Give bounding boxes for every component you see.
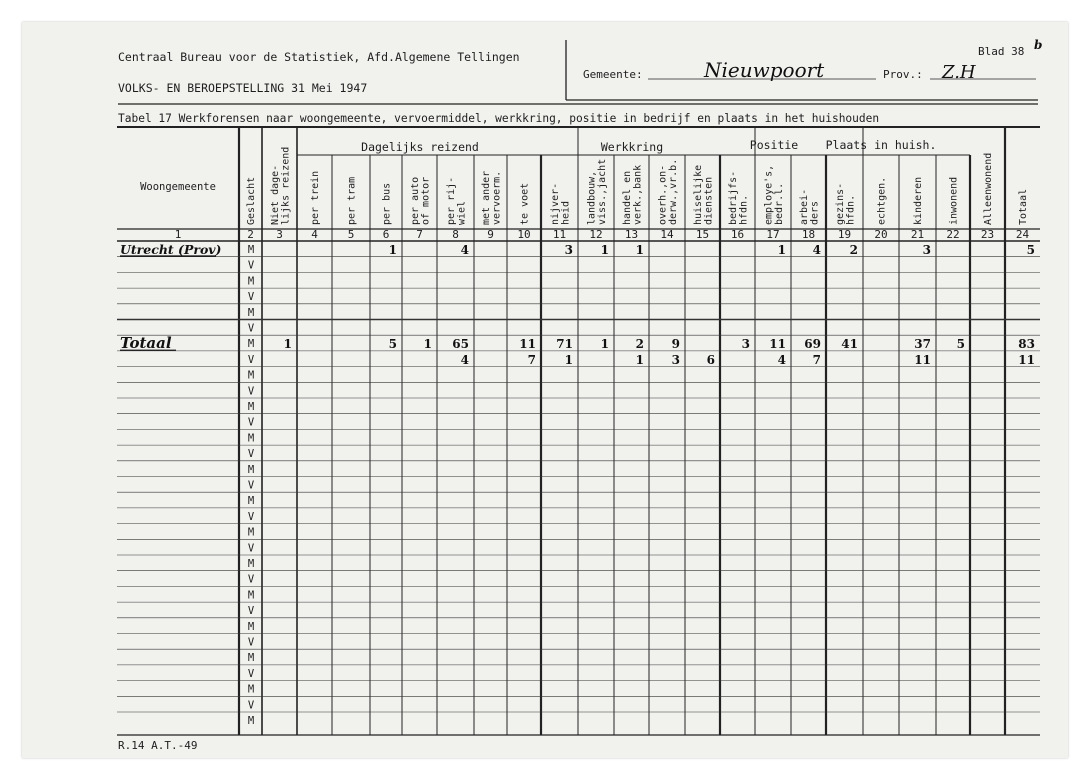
cell-value-col-8: 65 <box>452 337 469 352</box>
cell-value-col-14: 9 <box>671 337 680 352</box>
sex-code: M <box>247 432 255 445</box>
cell-value-col-11: 3 <box>564 243 573 257</box>
cell-value-col-22: 5 <box>956 337 965 352</box>
column-number-2: 2 <box>247 228 254 241</box>
column-header-7: of motor <box>420 176 432 225</box>
column-header-15: diensten <box>703 176 715 225</box>
form-header <box>118 38 1042 752</box>
sex-code: V <box>247 353 255 366</box>
column-number-3: 3 <box>276 228 283 241</box>
cell-value-col-15: 6 <box>706 352 715 367</box>
cell-value-col-11: 1 <box>564 352 573 367</box>
column-number-15: 15 <box>695 228 710 241</box>
column-header-11: heid <box>560 200 572 225</box>
cell-value-col-7: 1 <box>423 337 432 352</box>
column-header-6: per bus <box>381 182 393 225</box>
group-positie: Positie <box>749 138 799 152</box>
cell-value-col-17: 11 <box>769 337 786 352</box>
column-number-18: 18 <box>801 228 816 241</box>
column-number-9: 9 <box>487 228 494 241</box>
cell-value-col-21: 3 <box>922 243 931 257</box>
cell-value-col-19: 41 <box>841 337 858 352</box>
column-header-21: kinderen <box>913 176 924 225</box>
table-title: Tabel 17 Werkforensen naar woongemeente, vervoermiddel, werkkring, positie in bedrijf en plaats in het huishouden <box>118 112 880 125</box>
column-header-17: employe's, <box>763 164 775 225</box>
group-werkkring: Werkkring <box>600 140 664 154</box>
row-label: Totaal <box>120 334 172 353</box>
prov-value: Z.H <box>942 62 976 83</box>
column-header-17: bedr.l. <box>773 182 785 225</box>
sex-code: V <box>247 667 255 680</box>
cell-value-col-24: 5 <box>1026 243 1035 257</box>
column-header-9: met ander <box>480 170 492 225</box>
cell-value-col-18: 7 <box>812 352 821 367</box>
column-header-19: gezins- <box>834 182 846 225</box>
column-number-16: 16 <box>730 228 745 241</box>
column-number-24: 24 <box>1015 228 1030 241</box>
cell-value-col-10: 7 <box>527 352 536 367</box>
cell-value-col-13: 2 <box>635 337 644 352</box>
cell-value-col-24: 83 <box>1018 337 1035 352</box>
column-header-14: overh.,on- <box>657 164 669 225</box>
column-header-8: wiel <box>456 200 468 225</box>
cell-value-col-17: 4 <box>777 352 786 367</box>
column-header-15: huiselijke <box>692 164 704 225</box>
cell-value-col-6: 1 <box>388 243 397 257</box>
sex-code: M <box>247 338 255 351</box>
sex-code: M <box>247 306 255 319</box>
column-header-22: inwonend <box>948 176 960 225</box>
gemeente-value: Nieuwpoort <box>704 58 825 82</box>
sex-code: M <box>247 558 255 570</box>
cell-value-col-14: 3 <box>671 352 680 367</box>
sex-code: V <box>247 416 255 429</box>
column-header-23: Alleenwonend <box>983 152 994 225</box>
cell-value-col-21: 11 <box>914 352 931 367</box>
column-number-10: 10 <box>517 228 531 241</box>
cell-value-col-13: 1 <box>635 243 644 257</box>
sex-code: V <box>247 699 255 712</box>
cell-value-col-11: 71 <box>556 337 573 352</box>
column-header-18: arbei- <box>798 188 810 225</box>
cell-value-col-18: 4 <box>812 243 821 257</box>
cell-value-col-24: 11 <box>1018 352 1035 367</box>
group-plaats-in-huishouden: Plaats in huish. <box>825 138 937 152</box>
institution-name: Centraal Bureau voor de Statistiek, Afd.Algemene Tellingen <box>118 50 520 64</box>
column-number-20: 20 <box>874 228 888 241</box>
cell-value-col-12: 1 <box>600 337 609 352</box>
cell-value-col-10: 11 <box>519 337 536 352</box>
column-number-11: 11 <box>552 228 567 241</box>
column-header-11: nijver- <box>549 182 561 225</box>
column-header-16: bedrijfs- <box>727 170 739 225</box>
column-headers <box>140 147 1029 225</box>
sex-code: V <box>247 385 255 398</box>
sex-code: V <box>247 510 255 523</box>
gemeente-label: Gemeente: <box>583 68 643 81</box>
column-number-22: 22 <box>946 228 960 241</box>
cell-value-col-12: 1 <box>600 243 609 257</box>
column-header-3: Niet dage- <box>269 164 281 225</box>
column-header-14: derw.,vr.b. <box>667 158 679 225</box>
column-number-8: 8 <box>452 228 459 241</box>
cell-value-col-3: 1 <box>283 337 292 352</box>
column-header-19: hfdn. <box>845 194 857 225</box>
column-number-21: 21 <box>910 228 925 241</box>
sex-code: V <box>247 479 255 492</box>
column-header-24: Totaal <box>1018 188 1029 225</box>
sex-code: V <box>247 322 255 335</box>
census-title: VOLKS- EN BEROEPSTELLING 31 Mei 1947 <box>118 81 368 95</box>
column-number-13: 13 <box>624 228 639 241</box>
sex-code: M <box>247 683 255 696</box>
form-code-footer: R.14 A.T.-49 <box>118 739 198 752</box>
row-label: Utrecht (Prov) <box>120 242 222 257</box>
column-header-2: Geslacht <box>246 176 257 225</box>
sex-code: M <box>247 495 255 508</box>
cell-value-col-18: 69 <box>804 337 821 352</box>
sex-code: V <box>247 448 255 461</box>
column-number-19: 19 <box>837 228 852 241</box>
column-header-12: viss.,jacht <box>596 158 608 225</box>
sex-code: M <box>247 401 255 413</box>
column-number-6: 6 <box>382 228 390 241</box>
sex-code: M <box>247 244 255 256</box>
cell-value-col-8: 4 <box>460 352 469 367</box>
sex-column <box>248 244 255 727</box>
group-dagelijks-reizend: Dagelijks reizend <box>361 140 479 154</box>
cell-value-col-13: 1 <box>635 352 644 367</box>
column-header-18: ders <box>809 200 821 225</box>
sex-code: V <box>247 291 255 304</box>
column-number-17: 17 <box>766 228 780 241</box>
cell-value-col-21: 37 <box>914 337 931 352</box>
sex-code: M <box>247 275 255 288</box>
column-numbers <box>175 228 1030 241</box>
blad-suffix: b <box>1034 38 1043 52</box>
cell-value-col-6: 5 <box>388 337 397 352</box>
sex-code: V <box>247 542 255 555</box>
column-header-3: lijks reizend <box>280 146 292 225</box>
column-number-14: 14 <box>660 228 674 241</box>
sex-code: V <box>247 573 255 586</box>
column-number-4: 4 <box>311 228 318 241</box>
sex-code: M <box>247 369 255 382</box>
column-header-20: echtgen. <box>876 176 888 225</box>
column-header-13: verk.,bank <box>632 164 644 225</box>
column-header-7: per auto <box>409 176 421 225</box>
column-number-1: 1 <box>174 228 182 241</box>
sex-code: V <box>247 259 255 272</box>
column-header-10: te voet <box>519 182 531 225</box>
cell-value-col-19: 2 <box>849 243 858 257</box>
sex-code: M <box>247 715 255 727</box>
cell-value-col-17: 1 <box>777 243 786 257</box>
column-header-8: per rij- <box>445 176 457 225</box>
column-header-4: per trein <box>310 170 321 225</box>
column-header-9: vervoerm. <box>491 170 503 225</box>
cell-value-col-16: 3 <box>741 337 750 352</box>
column-header-5: per tram <box>346 176 358 225</box>
column-number-7: 7 <box>416 228 423 241</box>
prov-label: Prov.: <box>883 68 923 81</box>
column-number-12: 12 <box>589 228 603 241</box>
sex-code: V <box>247 605 255 618</box>
sex-code: M <box>247 652 255 665</box>
sex-code: M <box>247 589 255 602</box>
column-header-woongemeente: Woongemeente <box>140 181 216 193</box>
column-number-23: 23 <box>980 228 995 241</box>
column-header-12: landbouw, <box>586 170 598 225</box>
sex-code: V <box>247 636 255 649</box>
sex-code: M <box>247 463 255 476</box>
column-header-13: handel en <box>621 170 633 225</box>
sex-code: M <box>247 620 255 633</box>
sex-code: M <box>247 526 255 539</box>
cell-value-col-8: 4 <box>460 243 469 257</box>
blad-label: Blad 38 <box>978 45 1025 58</box>
column-header-16: hfdn. <box>738 194 750 225</box>
column-number-5: 5 <box>347 228 355 241</box>
